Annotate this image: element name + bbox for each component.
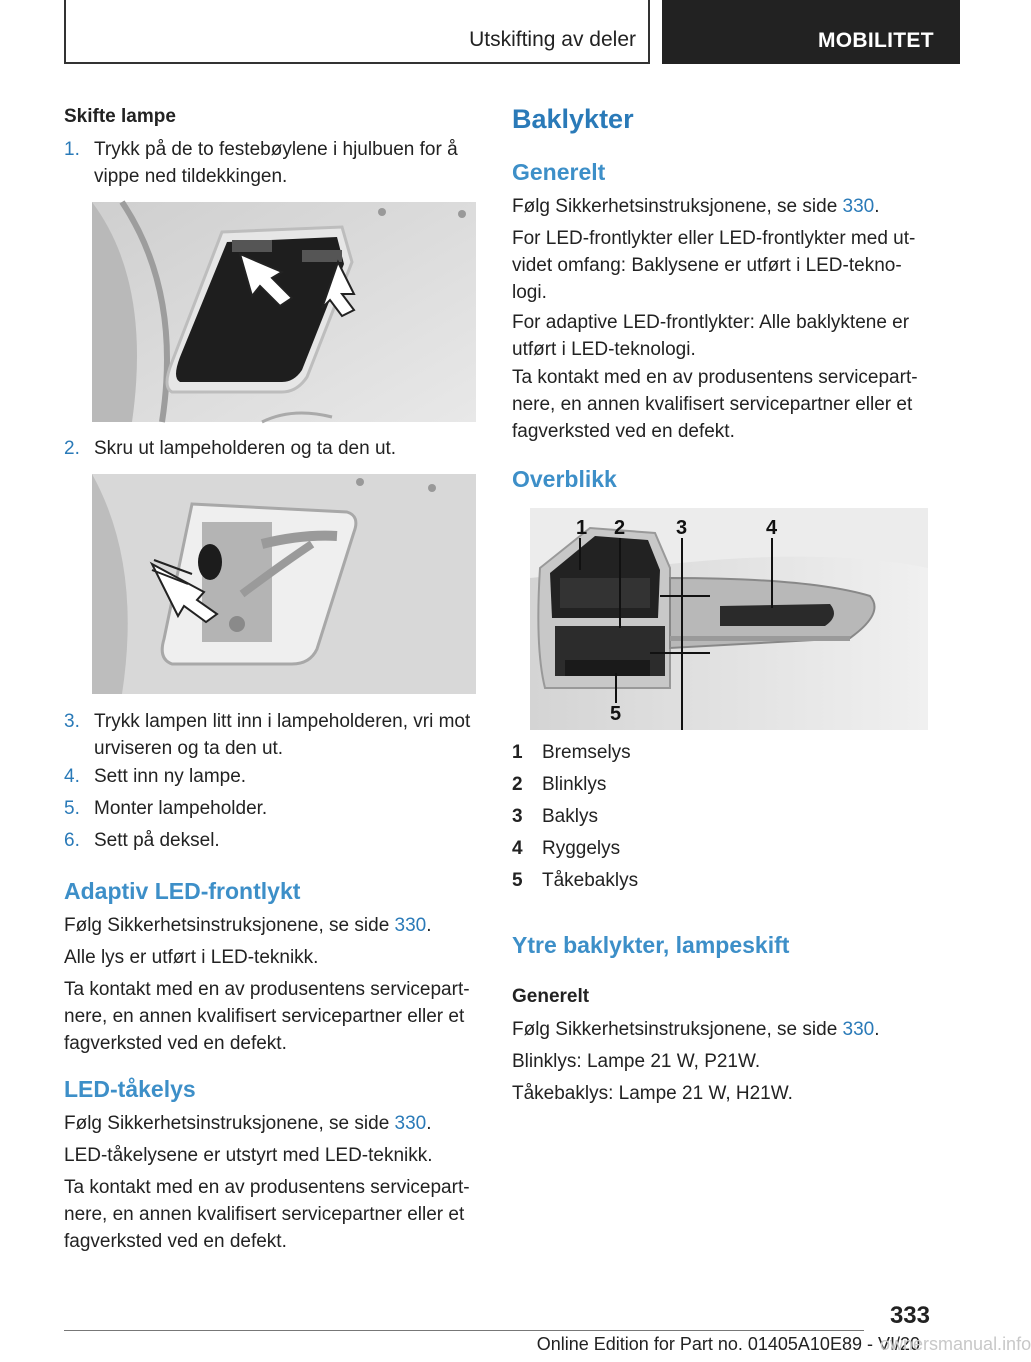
tail-lights-title: Baklykter — [512, 104, 634, 134]
legend-item — [512, 806, 932, 833]
step-text: Monter lampeholder. — [94, 798, 268, 819]
lampholder-illustration — [92, 474, 476, 694]
page-link[interactable]: 330 — [842, 196, 875, 217]
lamp-heading: Skifte lampe — [64, 106, 176, 127]
outer-p1: Blinklys: Lampe 21 W, P21W. — [512, 1051, 761, 1072]
step-2 — [64, 435, 484, 462]
cover-illustration — [92, 202, 476, 422]
outer-safety-text: Følg Sikkerhetsinstruksjonene, se side 330. — [512, 1019, 880, 1040]
step-4 — [64, 763, 484, 790]
step-text: Trykk lampen litt inn i lampeholderen, vri mot urviseren og ta den ut. — [94, 711, 471, 759]
tail-light-illustration — [530, 508, 928, 730]
outer-p2: Tåkebaklys: Lampe 21 W, H21W. — [512, 1083, 793, 1104]
adaptive-led-heading: Adaptiv LED-frontlykt — [64, 878, 301, 904]
outer-lamp-heading: Ytre baklykter, lampeskift — [512, 932, 790, 958]
outer-general-heading: Generelt — [512, 986, 590, 1007]
legend-item — [512, 838, 932, 865]
legend-item — [512, 870, 932, 897]
legend-number: 3 — [512, 806, 523, 827]
fog-p1: LED-tåkelysene er utstyrt med LED-teknikk. — [64, 1145, 433, 1166]
legend-label: Baklys — [542, 806, 598, 827]
figure-label-5: 5 — [610, 703, 622, 725]
overview-heading: Overblikk — [512, 466, 617, 492]
legend-number: 1 — [512, 742, 523, 763]
general-p2: For adaptive LED-frontlykter: Alle baklyktene er utført i LED-teknologi. — [512, 312, 910, 360]
header-section-title: Utskifting av deler — [469, 28, 636, 51]
lampholder-figure — [92, 474, 476, 694]
adaptive-p2: Ta kontakt med en av produsentens servicepart-nere, en annen kvalifisert servicepartner eller et fagverksted ved en defekt. — [64, 979, 470, 1054]
general-heading: Generelt — [512, 159, 606, 185]
step-6 — [64, 827, 484, 854]
step-text: Skru ut lampeholderen og ta den ut. — [94, 438, 397, 459]
general-p1: For LED-frontlykter eller LED-frontlykter med ut-videt omfang: Baklysene er utført i LED-tekno-logi. — [512, 228, 916, 303]
page-link[interactable]: 330 — [394, 915, 427, 936]
step-text: Sett inn ny lampe. — [94, 766, 247, 787]
step-number: 2. — [64, 438, 80, 459]
fog-heading: LED-tåkelys — [64, 1076, 196, 1102]
legend-number: 5 — [512, 870, 523, 891]
step-text: Sett på deksel. — [94, 830, 220, 851]
step-1 — [64, 136, 484, 190]
legend-label: Ryggelys — [542, 838, 621, 859]
step-text: Trykk på de to festebøylene i hjulbuen for å vippe ned tildekkingen. — [94, 139, 458, 187]
legend-label: Bremselys — [542, 742, 631, 763]
footer-rule — [64, 1330, 864, 1331]
legend-number: 2 — [512, 774, 523, 795]
legend-item — [512, 774, 932, 801]
step-number: 5. — [64, 798, 80, 819]
header-chapter-tab[interactable]: MOBILITET — [662, 0, 960, 64]
footer-edition: Online Edition for Part no. 01405A10E89 - VI/20 — [536, 1334, 920, 1354]
tail-light-figure — [530, 508, 928, 730]
figure-label-1: 1 — [576, 517, 588, 539]
figure-label-2: 2 — [614, 517, 626, 539]
general-p3: Ta kontakt med en av produsentens servicepart-nere, en annen kvalifisert servicepartner eller et fagverksted ved en defekt. — [512, 367, 918, 442]
watermark: ownersmanual.info — [880, 1334, 1031, 1354]
page-number: 333 — [889, 1302, 930, 1329]
step-5 — [64, 795, 484, 822]
adaptive-safety-text: Følg Sikkerhetsinstruksjonene, se side 330. — [64, 915, 432, 936]
legend-number: 4 — [512, 838, 523, 859]
legend-item — [512, 742, 932, 769]
page-link[interactable]: 330 — [842, 1019, 875, 1040]
header-bottom-rule — [64, 62, 650, 64]
step-number: 6. — [64, 830, 80, 851]
figure-label-3: 3 — [676, 517, 688, 539]
step-number: 1. — [64, 139, 80, 160]
header-left-rule — [64, 0, 66, 64]
legend-label: Blinklys — [542, 774, 607, 795]
fog-p2: Ta kontakt med en av produsentens servicepart-nere, en annen kvalifisert servicepartner eller et fagverksted ved en defekt. — [64, 1177, 470, 1252]
general-safety-text: Følg Sikkerhetsinstruksjonene, se side 330. — [512, 196, 880, 217]
legend-label: Tåkebaklys — [542, 870, 639, 891]
header-separator — [648, 0, 650, 64]
step-3 — [64, 708, 484, 762]
figure-label-4: 4 — [766, 517, 778, 539]
step-number: 4. — [64, 766, 80, 787]
fog-safety-text: Følg Sikkerhetsinstruksjonene, se side 330. — [64, 1113, 432, 1134]
adaptive-p1: Alle lys er utført i LED-teknikk. — [64, 947, 319, 968]
step-number: 3. — [64, 711, 80, 732]
page-link[interactable]: 330 — [394, 1113, 427, 1134]
cover-figure — [92, 202, 476, 422]
